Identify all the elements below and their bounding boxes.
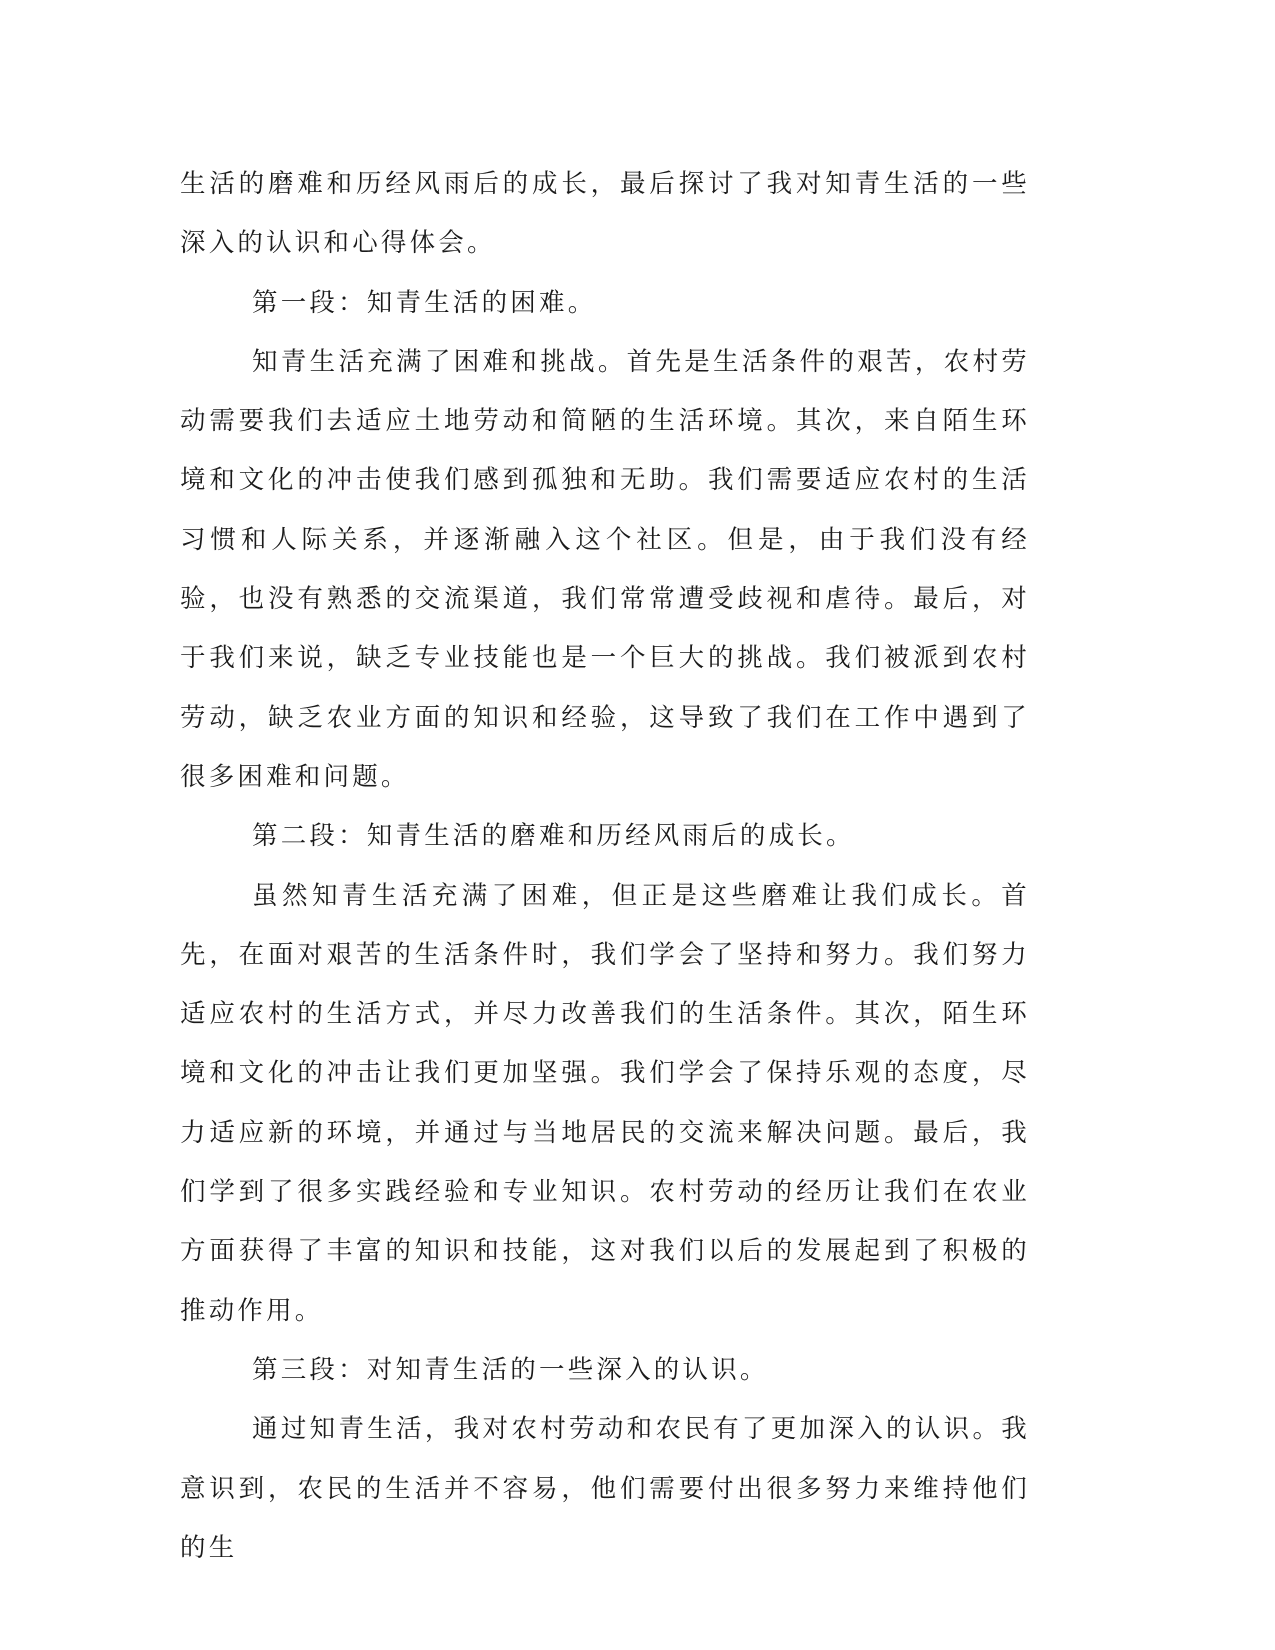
document-body — [180, 155, 1030, 1578]
paragraph-section-3: 通过知青生活，我对农村劳动和农民有了更加深入的认识。我意识到，农民的生活并不容易，他们需要付出很多努力来维持他们的生 — [180, 1414, 1030, 1563]
section-heading-3: 第三段：对知青生活的一些深入的认识。 — [252, 1354, 769, 1385]
paragraph-intro-continued: 生活的磨难和历经风雨后的成长，最后探讨了我对知青生活的一些深入的认识和心得体会。 — [180, 169, 1030, 259]
section-heading-2: 第二段：知青生活的磨难和历经风雨后的成长。 — [252, 821, 855, 852]
paragraph-section-1: 知青生活充满了困难和挑战。首先是生活条件的艰苦，农村劳动需要我们去适应土地劳动和简陋的生活环境。其次，来自陌生环境和文化的冲击使我们感到孤独和无助。我们需要适应农村的生活习惯和人际关系，并逐渐融入这个社区。但是，由于我们没有经验，也没有熟悉的交流渠道，我们常常遭受歧视和虐待。最后，对于我们来说，缺乏专业技能也是一个巨大的挑战。我们被派到农村劳动，缺乏农业方面的知识和经验，这导致了我们在工作中遇到了很多困难和问题。 — [180, 346, 1030, 792]
paragraph-section-2: 虽然知青生活充满了困难，但正是这些磨难让我们成长。首先，在面对艰苦的生活条件时，我们学会了坚持和努力。我们努力适应农村的生活方式，并尽力改善我们的生活条件。其次，陌生环境和文化的冲击让我们更加坚强。我们学会了保持乐观的态度，尽力适应新的环境，并通过与当地居民的交流来解决问题。最后，我们学到了很多实践经验和专业知识。农村劳动的经历让我们在农业方面获得了丰富的知识和技能，这对我们以后的发展起到了积极的推动作用。 — [180, 880, 1030, 1326]
section-heading-1: 第一段：知青生活的困难。 — [252, 287, 597, 318]
